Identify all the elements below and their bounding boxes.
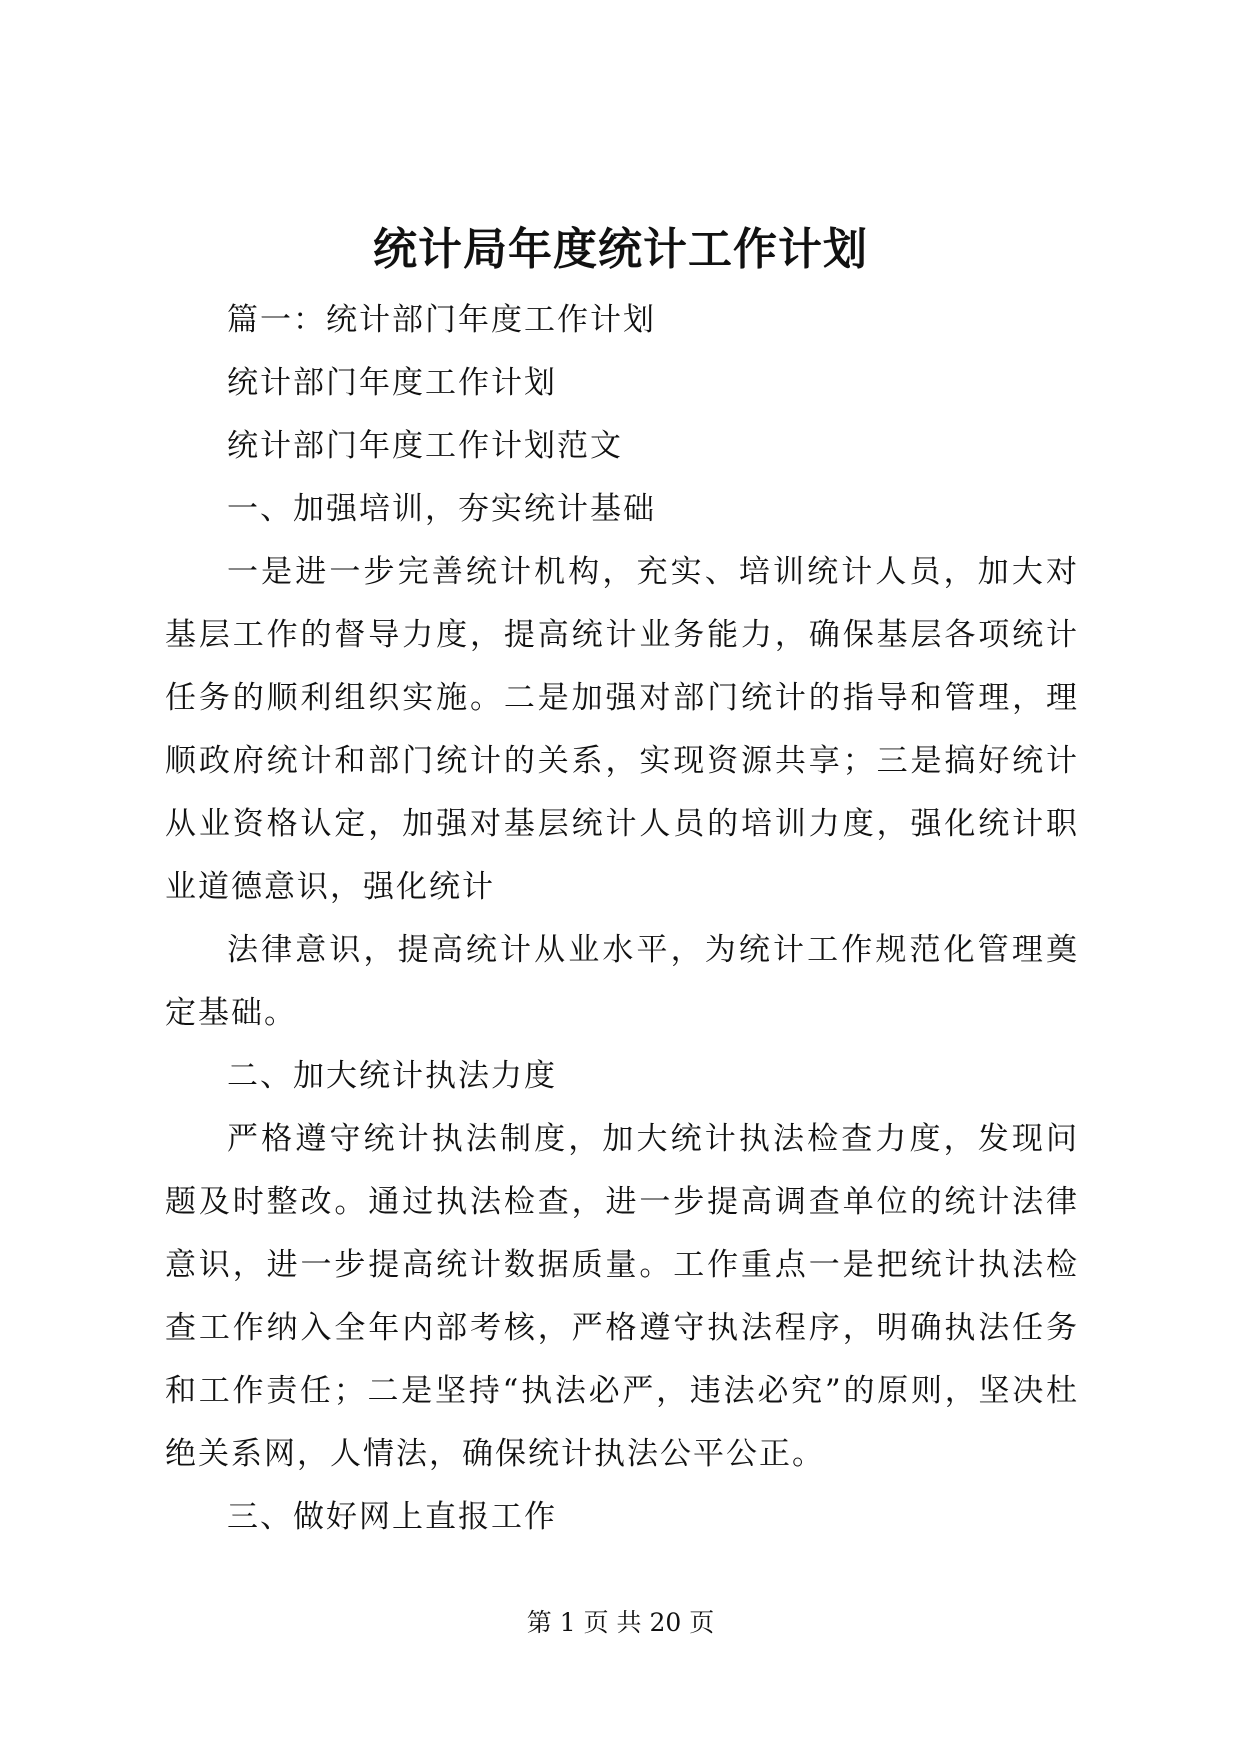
document-title: 统计局年度统计工作计划 <box>373 224 868 275</box>
paragraph-2: 统计部门年度工作计划 <box>227 365 557 401</box>
paragraph-8: 严格遵守统计执法制度，加大统计执法检查力度，发现问题及时整改。通过执法检查，进一步提高调查单位的统计法律意识，进一步提高统计数据质量。工作重点一是把统计执法检查工作纳入全年内部考核，严格遵守执法程序，明确执法任务和工作责任；二是坚持“执法必严，违法必究”的原则，坚决杜绝关系网，人情法，确保统计执法公平公正。 <box>165 1121 1079 1472</box>
page-footer: 第 1 页 共 20 页 <box>526 1608 715 1637</box>
paragraph-5: 一是进一步完善统计机构，充实、培训统计人员，加大对基层工作的督导力度，提高统计业务能力，确保基层各项统计任务的顺利组织实施。二是加强对部门统计的指导和管理，理顺政府统计和部门统计的关系，实现资源共享；三是搞好统计从业资格认定，加强对基层统计人员的培训力度，强化统计职业道德意识，强化统计 <box>165 554 1079 905</box>
document-body <box>165 289 1079 1549</box>
paragraph-1: 篇一：统计部门年度工作计划 <box>227 302 656 338</box>
section-heading-2: 二、加大统计执法力度 <box>227 1058 557 1094</box>
section-heading-3: 三、做好网上直报工作 <box>227 1499 557 1535</box>
section-heading-1: 一、加强培训，夯实统计基础 <box>227 491 656 527</box>
paragraph-6: 法律意识，提高统计从业水平，为统计工作规范化管理奠定基础。 <box>165 932 1079 1031</box>
paragraph-3: 统计部门年度工作计划范文 <box>227 428 623 464</box>
